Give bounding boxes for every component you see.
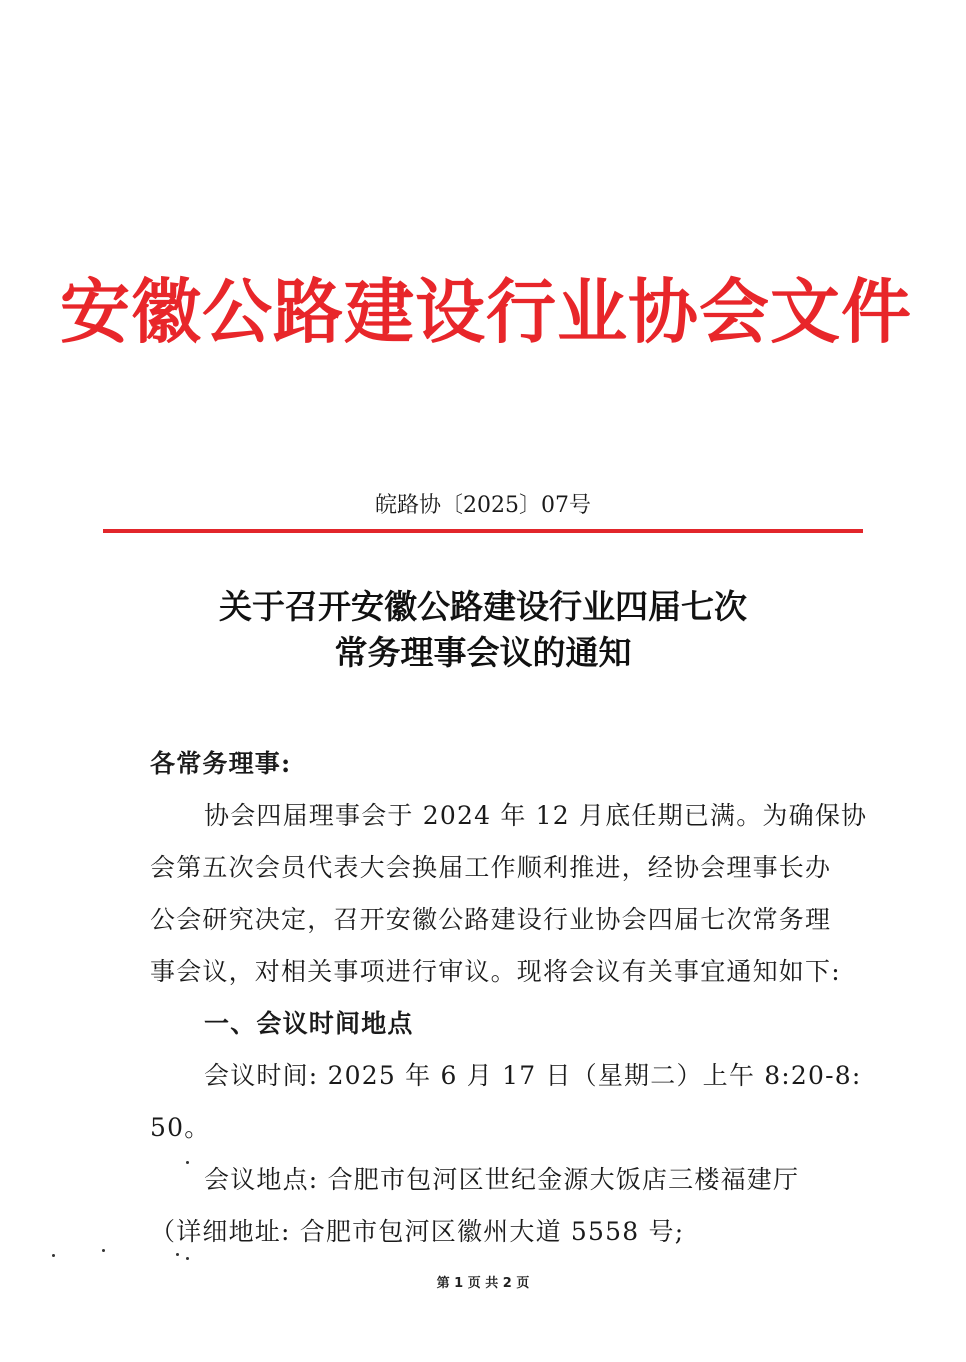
red-divider xyxy=(103,529,863,533)
notice-title-line-1: 关于召开安徽公路建设行业四届七次 xyxy=(219,587,747,626)
paragraph-line: 会第五次会员代表大会换届工作顺利推进，经协会理事长办 xyxy=(150,853,832,882)
section-heading: 一、会议时间地点 xyxy=(204,1009,414,1038)
notice-title xyxy=(0,584,966,676)
meeting-time-line: 会议时间: 2025 年 6 月 17 日（星期二）上午 8:20-8: xyxy=(204,1061,862,1090)
meeting-place-line: （详细地址: 合肥市包河区徽州大道 5558 号; xyxy=(150,1217,685,1246)
paragraph-line: 事会议，对相关事项进行审议。现将会议有关事宜通知如下: xyxy=(150,957,841,986)
paragraph-line: 协会四届理事会于 2024 年 12 月底任期已满。为确保协 xyxy=(204,801,868,830)
salutation: 各常务理事: xyxy=(150,749,292,778)
meeting-place-line: 会议地点: 合肥市包河区世纪金源大饭店三楼福建厅 xyxy=(204,1165,800,1194)
masthead-title: 安徽公路建设行业协会文件 xyxy=(60,271,912,353)
paragraph-line: 公会研究决定，召开安徽公路建设行业协会四届七次常务理 xyxy=(150,905,832,934)
notice-body xyxy=(150,738,868,1258)
meeting-time-line: 50。 xyxy=(150,1113,211,1142)
notice-title-line-2: 常务理事会议的通知 xyxy=(334,633,632,672)
document-number: 皖路协〔2025〕07号 xyxy=(375,493,591,518)
page-footer: 第 1 页 共 2 页 xyxy=(436,1276,530,1291)
